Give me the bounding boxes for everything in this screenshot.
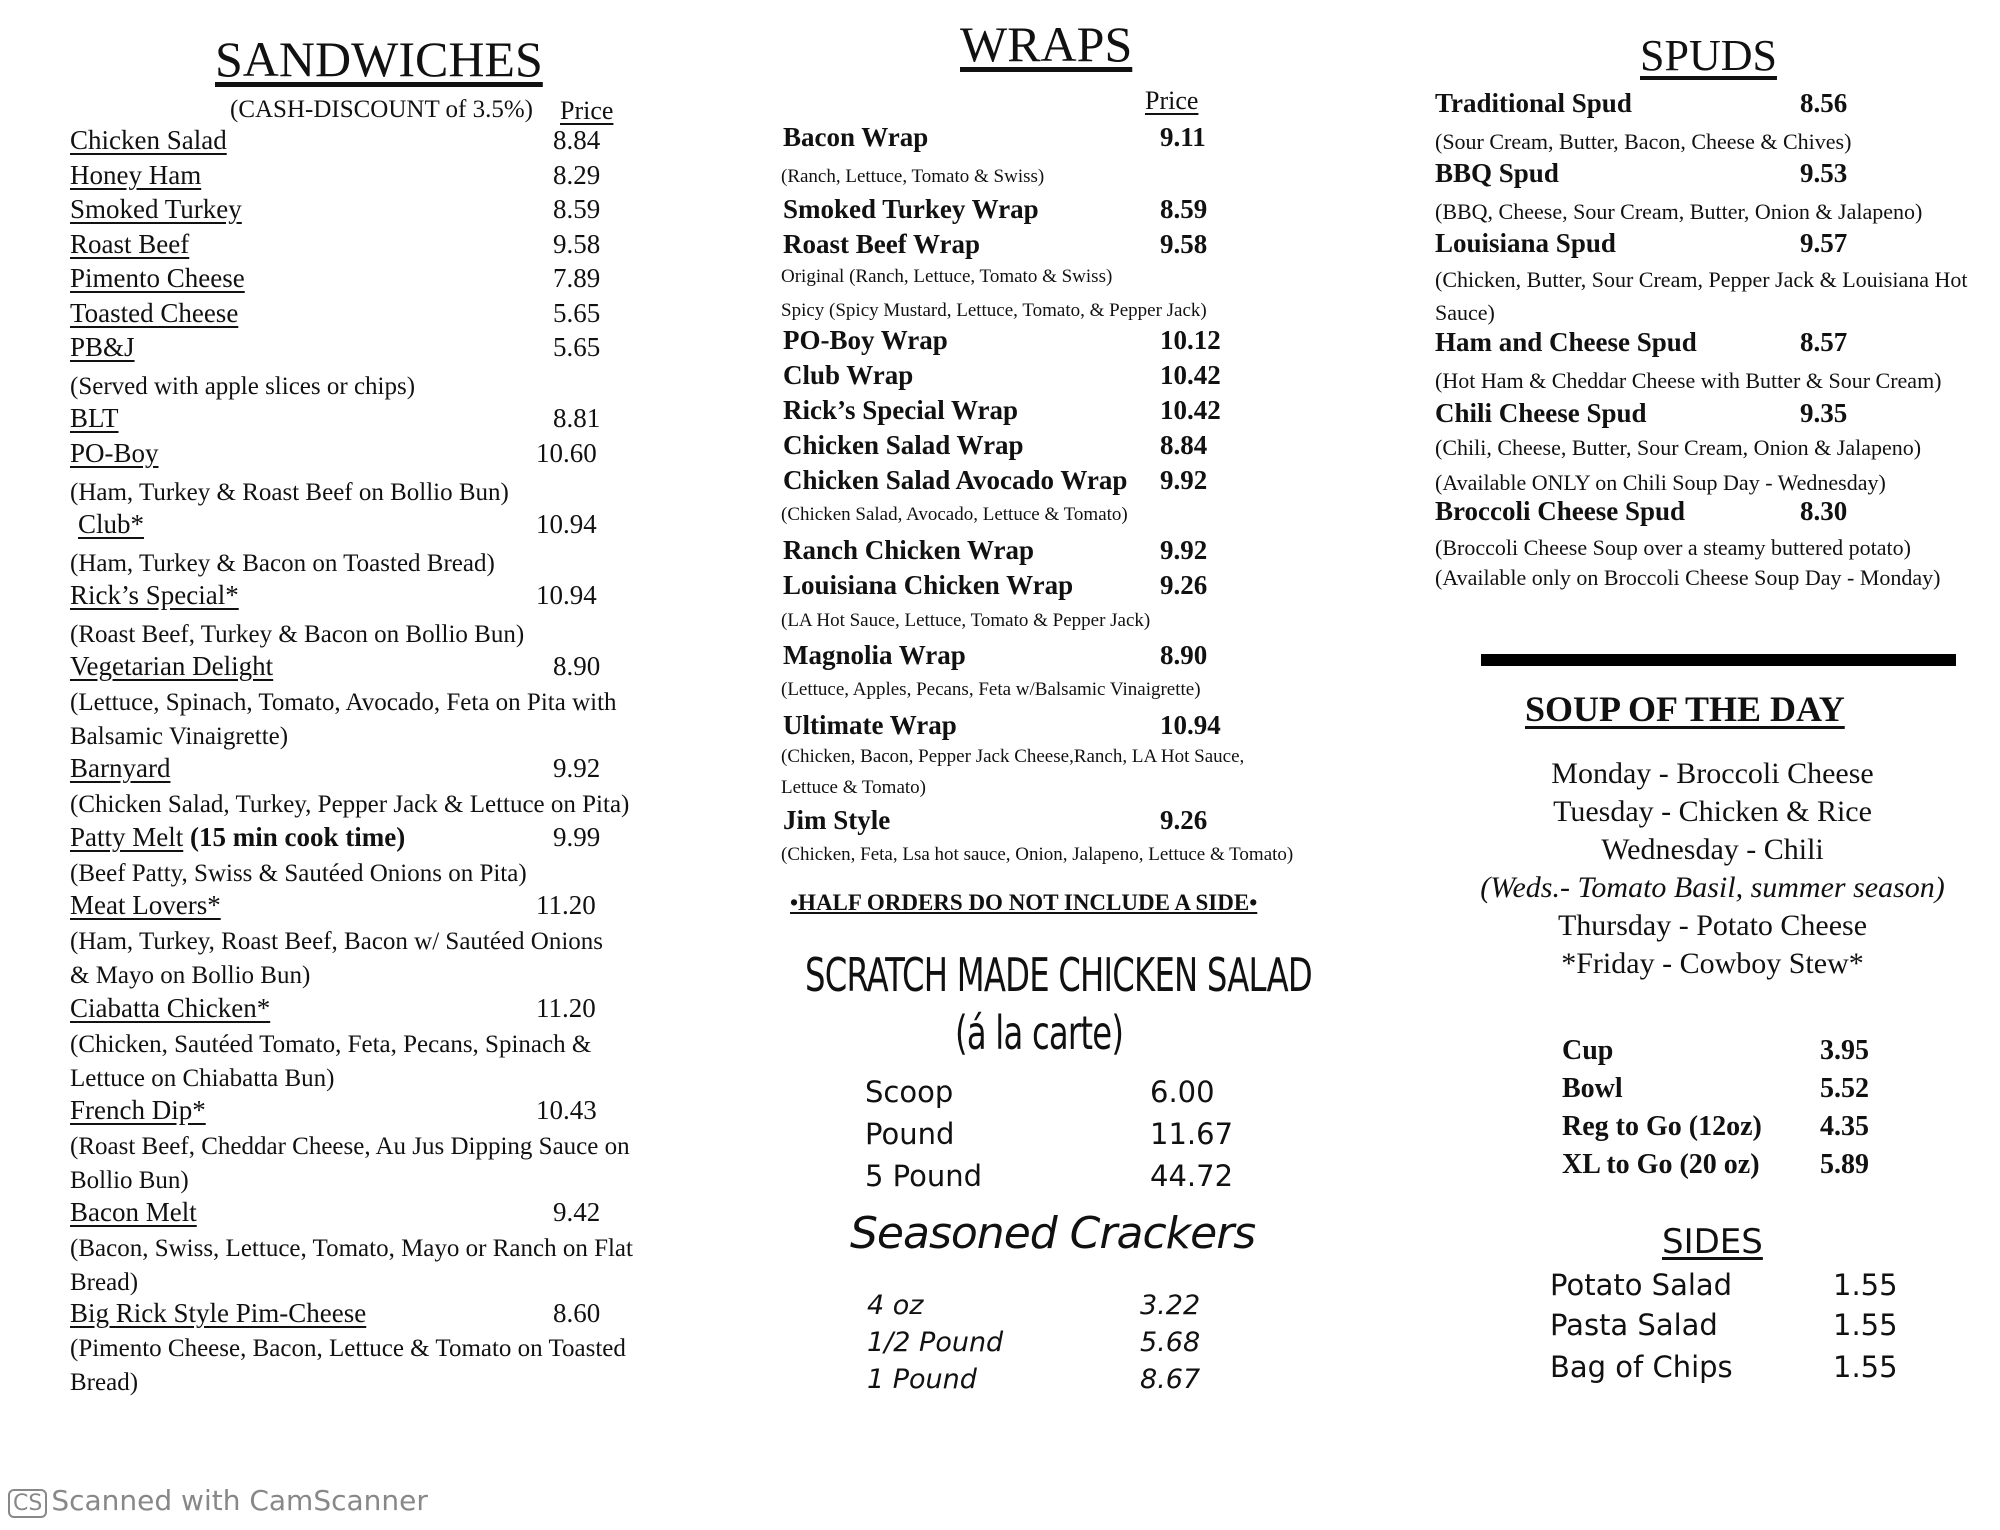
spud-description: Sauce) xyxy=(1435,300,1495,325)
wrap-name: Ranch Chicken Wrap xyxy=(783,535,1035,565)
sandwich-name-text: Bacon Melt xyxy=(70,1197,197,1227)
soup-day: Tuesday - Chicken & Rice xyxy=(1553,795,1872,828)
sandwich-name-text: Rick’s Special* xyxy=(70,580,239,610)
side-price: 1.55 xyxy=(1833,1350,1898,1384)
spud-description: (Hot Ham & Cheddar Cheese with Butter & Sour Cream) xyxy=(1435,368,1942,393)
camscanner-watermark xyxy=(8,1484,428,1518)
sandwich-name xyxy=(70,403,119,434)
sandwich-price: 7.89 xyxy=(553,263,601,293)
wrap-description: (Ranch, Lettuce, Tomato & Swiss) xyxy=(781,166,1045,187)
cracker-price: 3.22 xyxy=(1140,1290,1201,1321)
wrap-price: 8.90 xyxy=(1160,640,1208,670)
sandwich-name-text: Smoked Turkey xyxy=(70,194,242,224)
wrap-name: Ultimate Wrap xyxy=(783,710,957,740)
sandwich-name-text: Honey Ham xyxy=(70,160,202,190)
spud-price: 9.53 xyxy=(1800,158,1848,188)
spud-description: (Chili, Cheese, Butter, Sour Cream, Onion & Jalapeno) xyxy=(1435,435,1922,460)
wrap-price: 9.11 xyxy=(1160,122,1206,152)
sandwich-name xyxy=(70,194,242,225)
sandwiches-price-header: Price xyxy=(560,96,614,125)
sandwich-description: Bollio Bun) xyxy=(70,1167,189,1194)
sandwich-description: (Lettuce, Spinach, Tomato, Avocado, Feta on Pita with xyxy=(70,689,617,716)
sandwich-name-text: Ciabatta Chicken* xyxy=(70,993,271,1023)
wrap-name: Jim Style xyxy=(783,805,891,835)
sandwich-description: (Chicken, Sautéed Tomato, Feta, Pecans, Spinach & xyxy=(70,1031,592,1058)
sandwich-name-text: Roast Beef xyxy=(70,229,190,259)
spud-price: 8.30 xyxy=(1800,496,1848,526)
soup-size-price: 3.95 xyxy=(1820,1035,1869,1066)
sandwich-price: 10.94 xyxy=(536,580,597,610)
sandwich-name xyxy=(70,438,159,469)
sandwich-name xyxy=(70,332,135,363)
sandwich-name-text: Patty Melt xyxy=(70,822,184,852)
soup-size-name: Reg to Go (12oz) xyxy=(1562,1111,1762,1142)
soup-day: Wednesday - Chili xyxy=(1601,833,1824,866)
half-orders-notice: •HALF ORDERS DO NOT INCLUDE A SIDE• xyxy=(790,890,1258,915)
wrap-price: 10.12 xyxy=(1160,325,1221,355)
side-price: 1.55 xyxy=(1833,1268,1898,1302)
spud-name: Louisiana Spud xyxy=(1435,228,1616,258)
sandwich-name xyxy=(78,509,144,540)
wrap-price: 9.92 xyxy=(1160,535,1208,565)
sandwich-description: (Roast Beef, Cheddar Cheese, Au Jus Dipping Sauce on xyxy=(70,1133,630,1160)
sandwich-name xyxy=(70,160,201,191)
sandwich-description: (Roast Beef, Turkey & Bacon on Bollio Bun) xyxy=(70,621,525,648)
sandwich-description: (Pimento Cheese, Bacon, Lettuce & Tomato on Toasted xyxy=(70,1335,626,1362)
spud-description: (BBQ, Cheese, Sour Cream, Butter, Onion & Jalapeno) xyxy=(1435,199,1923,224)
wrap-price: 10.42 xyxy=(1160,395,1221,425)
sandwich-name-text: PB&J xyxy=(70,332,135,362)
sandwich-description: Balsamic Vinaigrette) xyxy=(70,723,289,750)
wrap-name: Chicken Salad Wrap xyxy=(783,430,1024,460)
spud-price: 8.56 xyxy=(1800,88,1848,118)
wrap-price: 8.84 xyxy=(1160,430,1208,460)
wrap-name: Magnolia Wrap xyxy=(783,640,966,670)
wrap-description: (LA Hot Sauce, Lettuce, Tomato & Pepper Jack) xyxy=(781,610,1151,631)
sandwich-name xyxy=(70,822,405,853)
soup-size-name: Bowl xyxy=(1562,1073,1623,1104)
sandwich-name-text: Meat Lovers* xyxy=(70,890,221,920)
wrap-description: (Chicken, Bacon, Pepper Jack Cheese,Ranch, LA Hot Sauce, xyxy=(781,746,1245,767)
sandwich-price: 10.94 xyxy=(536,509,597,539)
wrap-price: 9.26 xyxy=(1160,805,1208,835)
sandwich-price: 8.84 xyxy=(553,125,601,155)
sandwich-name xyxy=(70,651,273,682)
spud-description: (Available ONLY on Chili Soup Day - Wednesday) xyxy=(1435,470,1886,495)
wrap-price: 10.42 xyxy=(1160,360,1221,390)
spud-name: BBQ Spud xyxy=(1435,158,1559,188)
wraps-title: WRAPS xyxy=(960,16,1133,72)
sandwich-price: 5.65 xyxy=(553,298,601,328)
sandwich-description: Lettuce on Chiabatta Bun) xyxy=(70,1065,335,1092)
sandwich-name-text: Barnyard xyxy=(70,753,171,783)
spud-name: Ham and Cheese Spud xyxy=(1435,327,1697,357)
wrap-price: 9.92 xyxy=(1160,465,1208,495)
sandwich-description: (Ham, Turkey & Roast Beef on Bollio Bun) xyxy=(70,479,509,506)
sandwich-price: 8.60 xyxy=(553,1298,601,1328)
wrap-name: Smoked Turkey Wrap xyxy=(783,194,1039,224)
chicken-salad-price: 6.00 xyxy=(1150,1075,1215,1109)
wrap-name: Rick’s Special Wrap xyxy=(783,395,1019,425)
spud-price: 9.35 xyxy=(1800,398,1848,428)
sandwich-name-text: French Dip* xyxy=(70,1095,206,1125)
wrap-description: Original (Ranch, Lettuce, Tomato & Swiss) xyxy=(781,266,1113,287)
cash-discount-note: (CASH-DISCOUNT of 3.5%) xyxy=(230,96,534,123)
soup-day: (Weds.- Tomato Basil, summer season) xyxy=(1480,871,1945,904)
sandwich-price: 11.20 xyxy=(536,890,596,920)
sandwich-name-text: Pimento Cheese xyxy=(70,263,245,293)
sandwich-name xyxy=(70,1197,197,1228)
camscanner-logo-icon: CS xyxy=(8,1489,47,1518)
wrap-description: Spicy (Spicy Mustard, Lettuce, Tomato, & Pepper Jack) xyxy=(781,300,1207,321)
sandwich-price: 9.99 xyxy=(553,822,601,852)
wrap-name: Bacon Wrap xyxy=(783,122,929,152)
sandwich-price: 9.42 xyxy=(553,1197,601,1227)
crackers-title: Seasoned Crackers xyxy=(850,1208,1256,1259)
sandwich-description: Bread) xyxy=(70,1269,139,1296)
wrap-price: 10.94 xyxy=(1160,710,1221,740)
wrap-price: 8.59 xyxy=(1160,194,1208,224)
soup-size-price: 4.35 xyxy=(1820,1111,1869,1142)
wrap-description: (Chicken Salad, Avocado, Lettuce & Tomato) xyxy=(781,504,1128,525)
sandwich-name xyxy=(70,1095,206,1126)
sandwich-description: & Mayo on Bollio Bun) xyxy=(70,962,311,989)
sandwich-description: (Ham, Turkey, Roast Beef, Bacon w/ Sautéed Onions xyxy=(70,928,604,955)
sandwich-name xyxy=(70,298,238,329)
side-name: Pasta Salad xyxy=(1550,1308,1718,1342)
spud-name: Chili Cheese Spud xyxy=(1435,398,1647,428)
chicken-salad-title: SCRATCH MADE CHICKEN SALAD xyxy=(805,948,1312,1002)
sandwich-price: 11.20 xyxy=(536,993,596,1023)
sandwich-description: (Bacon, Swiss, Lettuce, Tomato, Mayo or Ranch on Flat xyxy=(70,1235,633,1262)
wrap-description: Lettuce & Tomato) xyxy=(781,777,926,798)
sandwich-price: 8.59 xyxy=(553,194,601,224)
sandwich-name-text: PO-Boy xyxy=(70,438,159,468)
soup-size-price: 5.89 xyxy=(1820,1149,1869,1180)
sandwich-name xyxy=(70,229,189,260)
section-divider xyxy=(1481,654,1956,666)
side-name: Bag of Chips xyxy=(1550,1350,1733,1384)
sandwich-name-text: Big Rick Style Pim-Cheese xyxy=(70,1298,367,1328)
wrap-price: 9.26 xyxy=(1160,570,1208,600)
sandwich-price: 9.58 xyxy=(553,229,601,259)
soup-size-price: 5.52 xyxy=(1820,1073,1869,1104)
sides-title: SIDES xyxy=(1662,1222,1763,1262)
chicken-salad-subtitle: (á la carte) xyxy=(955,1006,1124,1060)
spud-price: 9.57 xyxy=(1800,228,1848,258)
spud-description: (Broccoli Cheese Soup over a steamy buttered potato) xyxy=(1435,535,1911,560)
chicken-salad-price: 11.67 xyxy=(1150,1117,1234,1151)
chicken-salad-size: Pound xyxy=(865,1117,955,1151)
watermark-text: Scanned with CamScanner xyxy=(51,1484,428,1517)
chicken-salad-size: Scoop xyxy=(865,1075,954,1109)
sandwich-price: 8.90 xyxy=(553,651,601,681)
wrap-name: PO-Boy Wrap xyxy=(783,325,948,355)
sandwich-description: (Ham, Turkey & Bacon on Toasted Bread) xyxy=(70,550,495,577)
chicken-salad-size: 5 Pound xyxy=(865,1159,983,1193)
cracker-price: 8.67 xyxy=(1140,1364,1201,1395)
soup-title: SOUP OF THE DAY xyxy=(1525,689,1845,729)
sandwich-name xyxy=(70,993,270,1024)
spuds-title: SPUDS xyxy=(1640,31,1777,80)
sandwich-price: 5.65 xyxy=(553,332,601,362)
sandwich-name xyxy=(70,263,245,294)
soup-day: Monday - Broccoli Cheese xyxy=(1551,757,1874,790)
chicken-salad-price: 44.72 xyxy=(1150,1159,1234,1193)
spud-price: 8.57 xyxy=(1800,327,1848,357)
wrap-name: Louisiana Chicken Wrap xyxy=(783,570,1074,600)
sandwich-name-text: Chicken Salad xyxy=(70,125,227,155)
sandwich-name-text: Toasted Cheese xyxy=(70,298,239,328)
sandwich-description: (Served with apple slices or chips) xyxy=(70,373,416,400)
sandwich-name-text: Club* xyxy=(78,509,145,539)
sandwich-name-text: Vegetarian Delight xyxy=(70,651,274,681)
wrap-name: Roast Beef Wrap xyxy=(783,229,980,259)
cracker-size: 1 Pound xyxy=(867,1364,977,1395)
sandwich-description: (Beef Patty, Swiss & Sautéed Onions on Pita) xyxy=(70,860,527,887)
side-name: Potato Salad xyxy=(1550,1268,1733,1302)
spud-description: (Available only on Broccoli Cheese Soup Day - Monday) xyxy=(1435,565,1941,590)
sandwich-name xyxy=(70,753,170,784)
wraps-price-header: Price xyxy=(1145,86,1199,115)
spud-name: Broccoli Cheese Spud xyxy=(1435,496,1686,526)
sandwich-name xyxy=(70,580,239,611)
soup-size-name: Cup xyxy=(1562,1035,1614,1066)
cracker-size: 1/2 Pound xyxy=(867,1327,1004,1358)
wrap-description: (Lettuce, Apples, Pecans, Feta w/Balsamic Vinaigrette) xyxy=(781,679,1201,700)
spud-description: (Sour Cream, Butter, Bacon, Cheese & Chives) xyxy=(1435,129,1852,154)
sandwich-price: 8.29 xyxy=(553,160,601,190)
sandwich-price: 10.60 xyxy=(536,438,597,468)
cracker-size: 4 oz xyxy=(867,1290,924,1321)
wrap-price: 9.58 xyxy=(1160,229,1208,259)
sandwich-name xyxy=(70,890,221,921)
soup-size-name: XL to Go (20 oz) xyxy=(1562,1149,1760,1180)
spud-name: Traditional Spud xyxy=(1435,88,1632,118)
soup-day: Thursday - Potato Cheese xyxy=(1557,909,1868,942)
soup-day: *Friday - Cowboy Stew* xyxy=(1561,947,1864,980)
wrap-name: Chicken Salad Avocado Wrap xyxy=(783,465,1128,495)
sandwich-name xyxy=(70,125,227,156)
sandwich-description: Bread) xyxy=(70,1369,139,1396)
spud-description: (Chicken, Butter, Sour Cream, Pepper Jack & Louisiana Hot xyxy=(1435,267,1968,292)
sandwich-name-text: BLT xyxy=(70,403,119,433)
sandwiches-title: SANDWICHES xyxy=(215,31,543,87)
sandwich-description: (Chicken Salad, Turkey, Pepper Jack & Lettuce on Pita) xyxy=(70,791,630,818)
sandwich-price: 10.43 xyxy=(536,1095,597,1125)
sandwich-price: 8.81 xyxy=(553,403,601,433)
sandwich-name xyxy=(70,1298,366,1329)
wrap-name: Club Wrap xyxy=(783,360,914,390)
sandwich-extra: (15 min cook time) xyxy=(183,822,406,852)
side-price: 1.55 xyxy=(1833,1308,1898,1342)
sandwich-price: 9.92 xyxy=(553,753,601,783)
cracker-price: 5.68 xyxy=(1140,1327,1201,1358)
wrap-description: (Chicken, Feta, Lsa hot sauce, Onion, Jalapeno, Lettuce & Tomato) xyxy=(781,844,1294,865)
